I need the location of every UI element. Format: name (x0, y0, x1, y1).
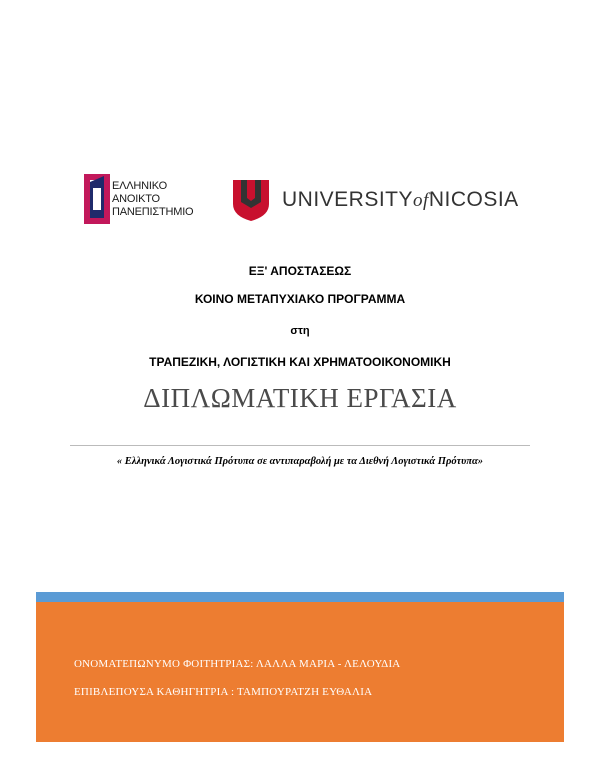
footer-band (36, 592, 564, 742)
header-line-3: στη (290, 325, 310, 337)
eap-logo-icon (84, 174, 110, 224)
eap-logo (82, 170, 202, 230)
eap-logo-text (112, 180, 193, 219)
thesis-subtitle: « Ελληνικά Λογιστικά Πρότυπα σε αντιπαραβολή με τα Διεθνή Λογιστικά Πρότυπα» (116, 456, 484, 467)
logos-row (82, 170, 522, 230)
title-divider (70, 445, 530, 446)
eap-line-2: ΑΝΟΙΚΤΟ (112, 193, 160, 205)
unic-word-university: UNIVERSITY (282, 188, 414, 211)
header-line-2: ΚΟΙΝΟ ΜΕΤΑΠΥΧΙΑΚΟ ΠΡΟΓΡΑΜΜΑ (194, 292, 406, 306)
header-line-1: ΕΞ' ΑΠΟΣΤΑΣΕΩΣ (248, 264, 352, 278)
unic-shield-icon (232, 178, 270, 222)
footer-band-accent (36, 592, 564, 602)
supervisor-name: ΕΠΙΒΛΕΠΟΥΣΑ ΚΑΘΗΓΗΤΡΙΑ : ΤΑΜΠΟΥΡΑΤΖΗ ΕΥΘΑΛΙΑ (74, 686, 373, 698)
unic-logo (232, 176, 522, 224)
student-name: ΟΝΟΜΑΤΕΠΩΝΥΜΟ ΦΟΙΤΗΤΡΙΑΣ: ΛΑΛΛΑ ΜΑΡΙΑ - ΛΕΛΟΥΔΙΑ (74, 658, 401, 670)
unic-word-nicosia: NICOSIA (428, 188, 519, 211)
eap-line-1: ΕΛΛΗΝΙΚΟ (112, 180, 167, 192)
unic-word-of: of (413, 190, 429, 211)
document-title: ΔΙΠΛΩΜΑΤΙΚΗ ΕΡΓΑΣΙΑ (143, 383, 457, 413)
header-line-4: ΤΡΑΠΕΖΙΚΗ, ΛΟΓΙΣΤΙΚΗ ΚΑΙ ΧΡΗΜΑΤΟΟΙΚΟΝΟΜΙΚΗ (149, 355, 451, 369)
eap-line-3: ΠΑΝΕΠΙΣΤΗΜΙΟ (112, 206, 194, 218)
unic-wordmark (282, 188, 519, 212)
